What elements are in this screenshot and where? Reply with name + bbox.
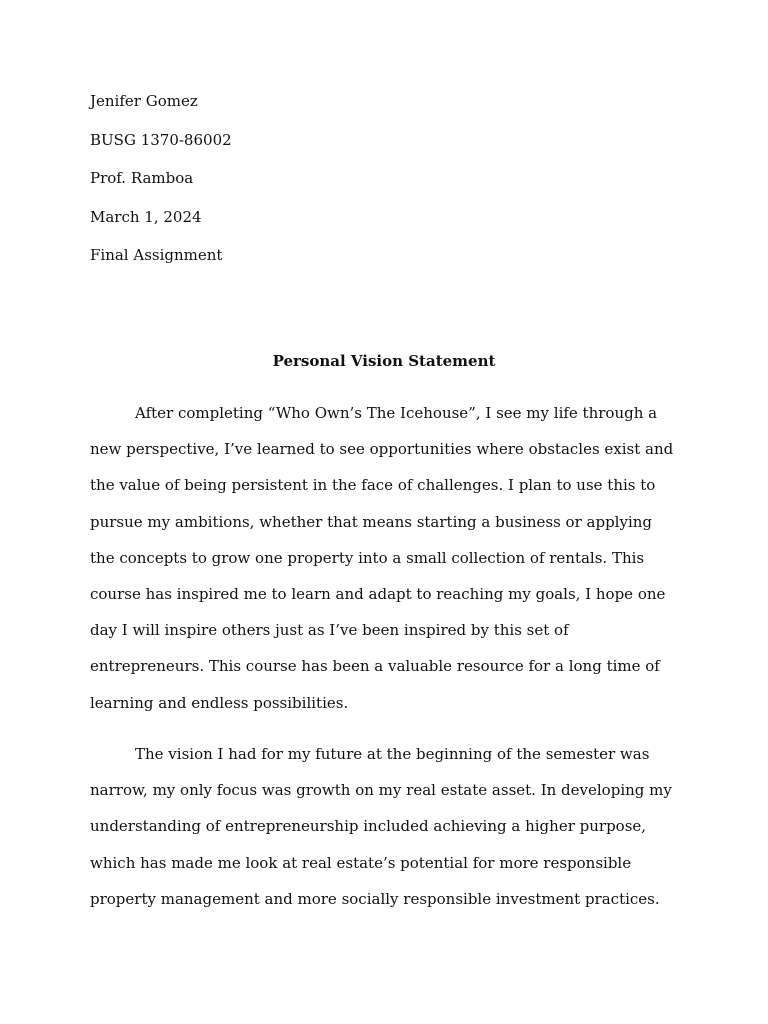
text-line: new perspective, I’ve learned to see opportunities where obstacles exist and	[90, 440, 674, 459]
text-line: day I will inspire others just as I’ve been inspired by this set of	[90, 621, 569, 640]
course-code: BUSG 1370-86002	[90, 130, 232, 149]
document-date: March 1, 2024	[90, 207, 202, 226]
text-line: narrow, my only focus was growth on my real estate asset. In developing my	[90, 781, 672, 800]
paragraph-2	[90, 744, 690, 925]
assignment-name: Final Assignment	[90, 246, 223, 264]
text-line: which has made me look at real estate’s potential for more responsible	[90, 853, 632, 872]
student-name: Jenifer Gomez	[90, 92, 198, 110]
text-line: After completing “Who Own’s The Icehouse”, I see my life through a	[135, 404, 658, 422]
text-line: pursue my ambitions, whether that means starting a business or applying	[90, 512, 653, 531]
text-line: The vision I had for my future at the beginning of the semester was	[135, 745, 650, 763]
text-line: the concepts to grow one property into a small collection of rentals. This	[90, 548, 645, 567]
paragraph-1	[90, 403, 690, 729]
text-line: learning and endless possibilities.	[90, 693, 349, 712]
text-line: course has inspired me to learn and adapt to reaching my goals, I hope one	[90, 584, 666, 603]
document-title: Personal Vision Statement	[272, 352, 496, 370]
professor-name: Prof. Ramboa	[90, 169, 194, 187]
heading-block	[90, 91, 690, 284]
text-line: the value of being persistent in the face of challenges. I plan to use this to	[90, 476, 656, 495]
text-line: understanding of entrepreneurship included achieving a higher purpose,	[90, 817, 647, 836]
text-line: property management and more socially responsible investment practices.	[90, 889, 660, 908]
text-line: entrepreneurs. This course has been a valuable resource for a long time of	[90, 657, 660, 676]
